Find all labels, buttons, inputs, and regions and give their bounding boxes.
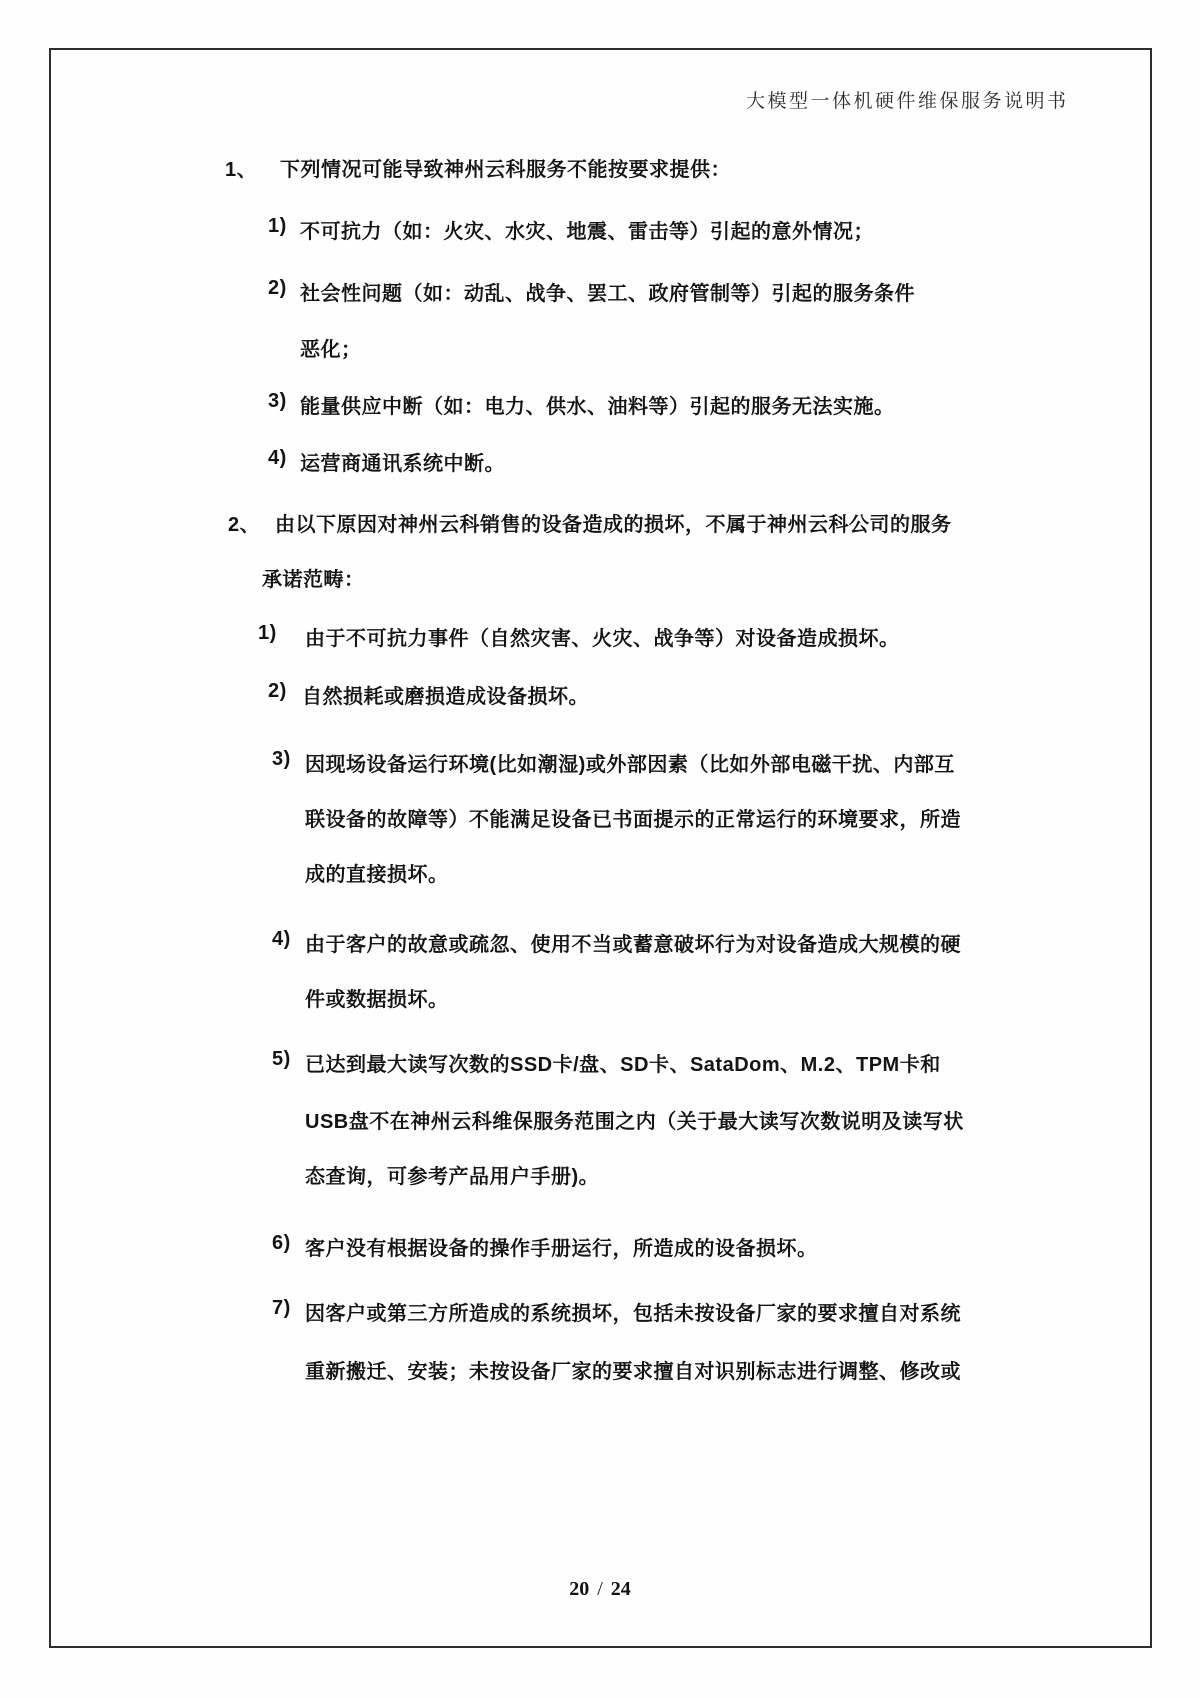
list-text: 因现场设备运行环境(比如潮湿)或外部因素（比如外部电磁干扰、内部互 [305, 754, 955, 776]
current-page: 20 [569, 1578, 590, 1600]
list-item-2-2 [0, 680, 1200, 706]
list-number: 2) [268, 680, 287, 702]
list-text: 由以下原因对神州云科销售的设备造成的损坏，不属于神州云科公司的服务 [275, 514, 952, 536]
list-number: 2、 [228, 514, 261, 536]
list-item-2-7 [0, 1297, 1200, 1323]
list-number: 1) [268, 215, 287, 237]
list-item-2-3 [0, 748, 1200, 774]
list-text: 件或数据损坏。 [305, 989, 449, 1011]
list-text: 恶化； [300, 339, 362, 361]
list-text: USB盘不在神州云科维保服务范围之内（关于最大读写次数说明及读写状 [305, 1111, 964, 1133]
list-text: 由于不可抗力事件（自然灾害、火灾、战争等）对设备造成损坏。 [305, 628, 900, 650]
list-item-2-cont [0, 563, 1200, 589]
list-item-2-3-cont2 [0, 858, 1200, 884]
list-text: 社会性问题（如：动乱、战争、罢工、政府管制等）引起的服务条件 [300, 283, 915, 305]
list-item-1 [0, 153, 1200, 179]
list-text: 联设备的故障等）不能满足设备已书面提示的正常运行的环境要求，所造 [305, 809, 961, 831]
list-text: 重新搬迁、安装；未按设备厂家的要求擅自对识别标志进行调整、修改或 [305, 1361, 961, 1383]
list-text: 不可抗力（如：火灾、水灾、地震、雷击等）引起的意外情况； [300, 221, 874, 243]
list-item-2-1 [0, 622, 1200, 648]
list-text: 已达到最大读写次数的SSD卡/盘、SD卡、SataDom、M.2、TPM卡和 [305, 1054, 941, 1076]
list-item-2-5 [0, 1048, 1200, 1074]
list-text: 态查询，可参考产品用户手册)。 [305, 1166, 600, 1188]
list-item-2-4-cont [0, 983, 1200, 1009]
list-text: 自然损耗或磨损造成设备损坏。 [302, 686, 589, 708]
list-number: 1) [258, 622, 277, 644]
list-number: 7) [272, 1297, 291, 1319]
list-number: 2) [268, 277, 287, 299]
page-separator: / [597, 1578, 603, 1600]
list-text: 能量供应中断（如：电力、供水、油料等）引起的服务无法实施。 [300, 396, 895, 418]
list-item-1-2 [0, 277, 1200, 303]
list-number: 5) [272, 1048, 291, 1070]
list-item-2-7-cont [0, 1355, 1200, 1381]
list-item-1-4 [0, 447, 1200, 473]
total-pages: 24 [610, 1578, 631, 1600]
list-item-1-3 [0, 390, 1200, 416]
list-item-1-1 [0, 215, 1200, 241]
list-item-2-6 [0, 1232, 1200, 1258]
list-text: 由于客户的故意或疏忽、使用不当或蓄意破坏行为对设备造成大规模的硬 [305, 934, 961, 956]
document-header-title: 大模型一体机硬件维保服务说明书 [746, 91, 1069, 112]
page-number [0, 1578, 1200, 1601]
list-number: 4) [268, 447, 287, 469]
list-item-2-5-cont2 [0, 1160, 1200, 1186]
list-item-2-3-cont [0, 803, 1200, 829]
list-text: 承诺范畴： [262, 569, 365, 591]
list-number: 3) [268, 390, 287, 412]
list-number: 3) [272, 748, 291, 770]
list-number: 1、 [225, 159, 258, 181]
list-item-2-5-cont [0, 1105, 1200, 1131]
list-item-2 [0, 508, 1200, 534]
list-text: 成的直接损坏。 [305, 864, 449, 886]
list-text: 因客户或第三方所造成的系统损坏，包括未按设备厂家的要求擅自对系统 [305, 1303, 961, 1325]
list-text: 客户没有根据设备的操作手册运行，所造成的设备损坏。 [305, 1238, 818, 1260]
list-text: 运营商通讯系统中断。 [300, 453, 505, 475]
list-item-1-2-cont [0, 333, 1200, 359]
list-number: 6) [272, 1232, 291, 1254]
list-item-2-4 [0, 928, 1200, 954]
list-text: 下列情况可能导致神州云科服务不能按要求提供： [280, 159, 731, 181]
list-number: 4) [272, 928, 291, 950]
